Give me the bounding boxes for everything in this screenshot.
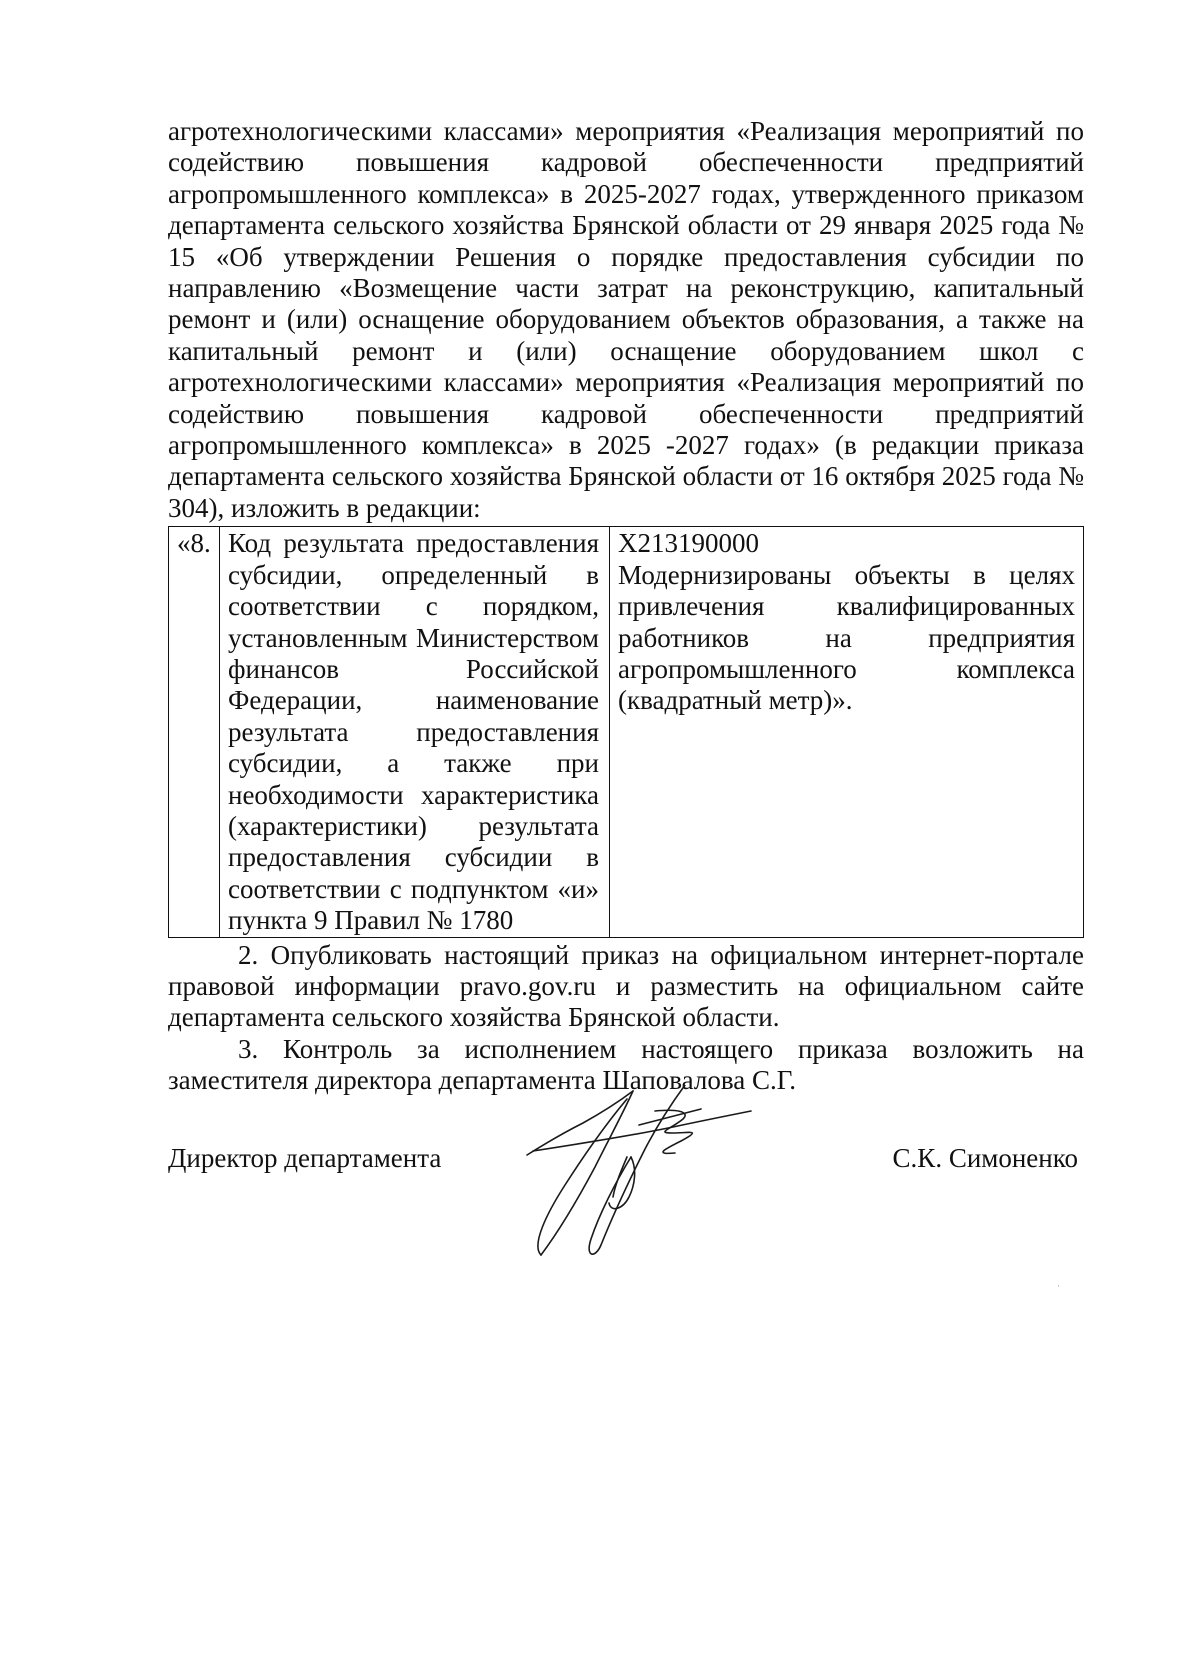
description-line: пункта 9 Правил № 1780 [228,905,514,936]
description-line: соответствии с порядком, [228,591,599,622]
description-line: субсидии, определенный в [228,559,599,590]
scan-speck [1058,1285,1059,1287]
signatory-role: Директор департамента [168,1143,442,1173]
paragraph-publish: 2. Опубликовать настоящий приказ на официальном интернет-портале правовой информации pravo.gov.ru и разместить на официальном сайте департамента сельского хозяйства Брянской области. [168,939,1084,1033]
order-body [168,116,1084,1097]
table-row [169,527,1084,937]
result-cell [610,527,1084,937]
result-text: Модернизированы объекты в целях привлечения квалифицированных работников на предприятия агропромышленного комплекса (квадратный метр)». [618,559,1075,716]
amendment-table [168,526,1084,937]
description-line: предоставления субсидии в [228,842,599,873]
description-line: субсидии, а также при [228,748,599,779]
result-code: Х213190000 [618,528,759,559]
signatory-name: С.К. Симоненко [892,1143,1078,1173]
description-line: необходимости характеристика [228,779,599,810]
row-number: «8. [177,528,211,559]
description-line: установленным Министерством [228,622,599,653]
description-line: Код результата предоставления [228,528,599,559]
handwritten-signature [505,1085,815,1270]
paragraph-control: 3. Контроль за исполнением настоящего приказа возложить на заместителя директора департамента Шаповалова С.Г. [168,1033,1084,1096]
intro-paragraph: агротехнологическими классами» мероприятия «Реализация мероприятий по содействию повышения кадровой обеспеченности предприятий агропромышленного комплекса» в 2025-2027 годах, утвержденного приказом департамента сельского хозяйства Брянской области от 29 января 2025 года № 15 «Об утверждении Решения о порядке предоставления субсидии по направлению «Возмещение части затрат на реконструкцию, капитальный ремонт и (или) оснащение оборудованием объектов образования, а также на капитальный ремонт и (или) оснащение оборудованием школ с агротехнологическими классами» мероприятия «Реализация мероприятий по содействию повышения кадровой обеспеченности предприятий агропромышленного комплекса» в 2025 -2027 годах» (в редакции приказа департамента сельского хозяйства Брянской области от 16 октября 2025 года № 304), изложить в редакции: [168,116,1084,523]
description-cell [220,527,610,937]
description-line: соответствии с подпунктом «и» [228,873,599,904]
description-line: результата предоставления [228,716,599,747]
description-line: Федерации, наименование [228,685,599,716]
description-line: (характеристики) результата [228,810,599,841]
description-line: финансов Российской [228,653,599,684]
row-number-cell [169,527,220,937]
